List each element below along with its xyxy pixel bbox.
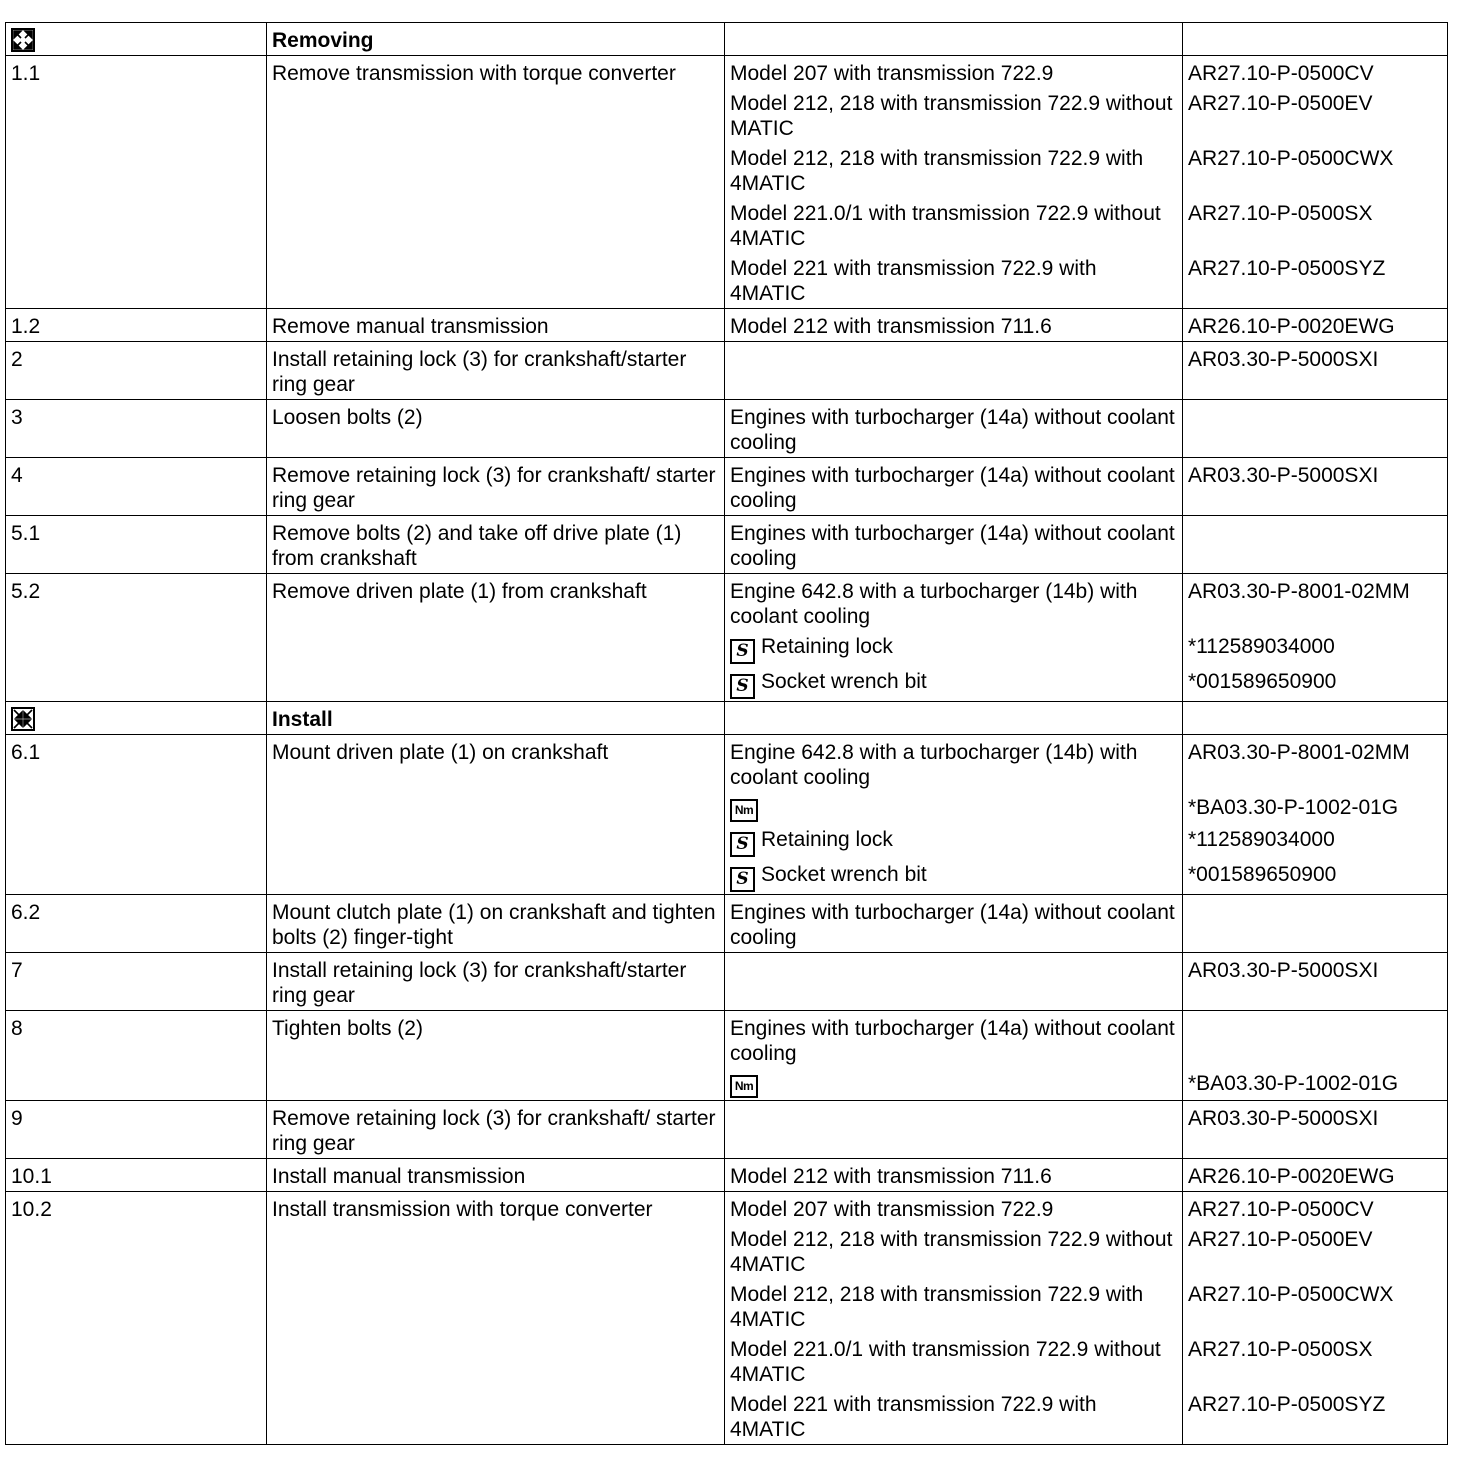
reference-cell	[1183, 400, 1448, 458]
table-row	[6, 1159, 1448, 1192]
table-row	[6, 56, 1448, 309]
condition-text: Model 221 with transmission 722.9 with 4MATIC	[730, 1393, 1097, 1441]
section-icon-cell	[6, 702, 267, 735]
torque-nm-icon: Nm	[730, 1075, 758, 1098]
table-row	[6, 309, 1448, 342]
step-action: Install transmission with torque converter	[267, 1192, 725, 1445]
table-row	[6, 895, 1448, 953]
condition-line	[730, 521, 1177, 571]
reference-link[interactable]: AR27.10-P-0500SX	[1188, 202, 1373, 225]
reference-link[interactable]: AR27.10-P-0500SX	[1188, 1338, 1373, 1361]
condition-cell	[725, 400, 1183, 458]
step-number: 6.2	[6, 895, 267, 953]
reference-link[interactable]: AR27.10-P-0500CV	[1188, 1198, 1374, 1221]
reference-link	[1188, 900, 1442, 950]
condition-text: Model 207 with transmission 722.9	[730, 62, 1054, 85]
reference-link[interactable]: AR03.30-P-5000SXI	[1188, 1107, 1379, 1130]
reference-cell	[1183, 1159, 1448, 1192]
condition-cell	[725, 309, 1183, 342]
condition-line	[730, 1106, 1177, 1131]
reference-link[interactable]: *001589650900	[1188, 863, 1337, 886]
reference-link[interactable]: AR27.10-P-0500EV	[1188, 1228, 1373, 1251]
expand-arrows-icon	[11, 28, 261, 52]
table-row	[6, 458, 1448, 516]
reference-cell	[1183, 574, 1448, 702]
condition-text: Model 212, 218 with transmission 722.9 without 4MATIC	[730, 1228, 1173, 1276]
step-action: Remove bolts (2) and take off drive plate (1) from crankshaft	[267, 516, 725, 574]
reference-link[interactable]: AR03.30-P-8001-02MM	[1188, 741, 1410, 764]
condition-text: Model 212, 218 with transmission 722.9 without MATIC	[730, 92, 1173, 140]
step-number: 5.1	[6, 516, 267, 574]
condition-text: Retaining lock	[761, 828, 893, 851]
step-number: 2	[6, 342, 267, 400]
condition-line	[730, 740, 1177, 790]
condition-text: Model 221 with transmission 722.9 with 4MATIC	[730, 257, 1097, 305]
condition-text: Engines with turbocharger (14a) without coolant cooling	[730, 1017, 1175, 1065]
procedure-table-body	[6, 23, 1448, 1445]
section-icon-cell	[6, 23, 267, 56]
reference-link[interactable]: AR27.10-P-0500SYZ	[1188, 257, 1386, 280]
procedure-table	[5, 22, 1448, 1445]
reference-link[interactable]: AR03.30-P-5000SXI	[1188, 348, 1379, 371]
reference-link[interactable]: *001589650900	[1188, 670, 1337, 693]
condition-line	[730, 634, 1177, 664]
special-tool-icon: S	[730, 639, 755, 664]
reference-link[interactable]: AR26.10-P-0020EWG	[1188, 315, 1395, 338]
condition-line	[730, 91, 1177, 141]
reference-cell	[1183, 1101, 1448, 1159]
table-row	[6, 400, 1448, 458]
condition-line	[730, 579, 1177, 629]
table-row	[6, 1101, 1448, 1159]
reference-link[interactable]: AR27.10-P-0500CWX	[1188, 147, 1394, 170]
section-header-removing	[6, 23, 1448, 56]
empty-cell	[725, 702, 1183, 735]
contract-arrows-icon	[11, 707, 261, 731]
condition-line	[730, 1227, 1177, 1277]
condition-text: Model 207 with transmission 722.9	[730, 1198, 1054, 1221]
reference-link[interactable]: AR27.10-P-0500SYZ	[1188, 1393, 1386, 1416]
step-action: Mount driven plate (1) on crankshaft	[267, 735, 725, 895]
step-number: 1.2	[6, 309, 267, 342]
table-row	[6, 953, 1448, 1011]
condition-line	[730, 347, 1177, 372]
condition-text: Engine 642.8 with a turbocharger (14b) with coolant cooling	[730, 741, 1138, 789]
condition-text: Engine 642.8 with a turbocharger (14b) with coolant cooling	[730, 580, 1138, 628]
condition-line	[730, 1337, 1177, 1387]
condition-line	[730, 827, 1177, 857]
condition-cell	[725, 895, 1183, 953]
condition-cell	[725, 1011, 1183, 1101]
condition-text: Model 212, 218 with transmission 722.9 with 4MATIC	[730, 147, 1144, 195]
condition-cell	[725, 458, 1183, 516]
empty-cell	[725, 23, 1183, 56]
table-row	[6, 1192, 1448, 1445]
step-number: 7	[6, 953, 267, 1011]
reference-link[interactable]: *112589034000	[1188, 635, 1335, 658]
condition-line	[730, 795, 1177, 822]
reference-link	[1188, 1016, 1442, 1066]
reference-link[interactable]: *112589034000	[1188, 828, 1335, 851]
condition-line	[730, 1197, 1177, 1222]
step-number: 6.1	[6, 735, 267, 895]
table-row	[6, 342, 1448, 400]
condition-line	[730, 463, 1177, 513]
condition-line	[730, 1071, 1177, 1098]
condition-line	[730, 958, 1177, 983]
reference-link[interactable]: AR27.10-P-0500CV	[1188, 62, 1374, 85]
special-tool-icon: S	[730, 867, 755, 892]
reference-link	[1188, 521, 1442, 571]
section-title: Install	[267, 702, 725, 735]
condition-cell	[725, 953, 1183, 1011]
condition-text: Engines with turbocharger (14a) without coolant cooling	[730, 901, 1175, 949]
condition-line	[730, 405, 1177, 455]
step-action: Remove manual transmission	[267, 309, 725, 342]
step-action: Loosen bolts (2)	[267, 400, 725, 458]
condition-text: Model 221.0/1 with transmission 722.9 without 4MATIC	[730, 1338, 1161, 1386]
condition-line	[730, 669, 1177, 699]
reference-cell	[1183, 516, 1448, 574]
table-row	[6, 574, 1448, 702]
empty-cell	[1183, 702, 1448, 735]
condition-line	[730, 146, 1177, 196]
condition-line	[730, 1164, 1177, 1189]
condition-line	[730, 201, 1177, 251]
reference-cell	[1183, 458, 1448, 516]
condition-text: Model 212 with transmission 711.6	[730, 1165, 1052, 1188]
step-action: Remove retaining lock (3) for crankshaft/ starter ring gear	[267, 1101, 725, 1159]
condition-cell	[725, 342, 1183, 400]
reference-link[interactable]: *BA03.30-P-1002-01G	[1188, 1072, 1399, 1095]
reference-link[interactable]: AR03.30-P-8001-02MM	[1188, 580, 1410, 603]
step-number: 4	[6, 458, 267, 516]
condition-text: Engines with turbocharger (14a) without coolant cooling	[730, 406, 1175, 454]
special-tool-icon: S	[730, 832, 755, 857]
step-number: 10.1	[6, 1159, 267, 1192]
condition-text: Retaining lock	[761, 635, 893, 658]
step-action: Install retaining lock (3) for crankshaft/starter ring gear	[267, 953, 725, 1011]
section-title: Removing	[267, 23, 725, 56]
step-number: 1.1	[6, 56, 267, 309]
condition-line	[730, 256, 1177, 306]
condition-cell	[725, 56, 1183, 309]
table-row	[6, 516, 1448, 574]
condition-text: Socket wrench bit	[761, 863, 927, 886]
condition-cell	[725, 1192, 1183, 1445]
condition-cell	[725, 1101, 1183, 1159]
reference-cell	[1183, 953, 1448, 1011]
step-action: Remove driven plate (1) from crankshaft	[267, 574, 725, 702]
condition-text: Socket wrench bit	[761, 670, 927, 693]
reference-cell	[1183, 56, 1448, 309]
condition-text: Model 212, 218 with transmission 722.9 with 4MATIC	[730, 1283, 1144, 1331]
reference-link[interactable]: AR03.30-P-5000SXI	[1188, 464, 1379, 487]
reference-link[interactable]: AR03.30-P-5000SXI	[1188, 959, 1379, 982]
special-tool-icon: S	[730, 674, 755, 699]
reference-cell	[1183, 342, 1448, 400]
condition-line	[730, 900, 1177, 950]
condition-line	[730, 1392, 1177, 1442]
reference-link[interactable]: AR27.10-P-0500EV	[1188, 92, 1373, 115]
condition-text: Engines with turbocharger (14a) without coolant cooling	[730, 522, 1175, 570]
step-action: Install manual transmission	[267, 1159, 725, 1192]
condition-cell	[725, 516, 1183, 574]
table-row	[6, 1011, 1448, 1101]
reference-link	[1188, 405, 1442, 455]
condition-text: Model 221.0/1 with transmission 722.9 without 4MATIC	[730, 202, 1161, 250]
condition-line	[730, 61, 1177, 86]
step-number: 3	[6, 400, 267, 458]
step-number: 8	[6, 1011, 267, 1101]
step-action: Tighten bolts (2)	[267, 1011, 725, 1101]
table-row	[6, 735, 1448, 895]
condition-line	[730, 1282, 1177, 1332]
step-action: Remove transmission with torque converter	[267, 56, 725, 309]
step-number: 10.2	[6, 1192, 267, 1445]
reference-cell	[1183, 895, 1448, 953]
step-number: 5.2	[6, 574, 267, 702]
condition-line	[730, 1016, 1177, 1066]
step-action: Mount clutch plate (1) on crankshaft and tighten bolts (2) finger-tight	[267, 895, 725, 953]
step-action: Install retaining lock (3) for crankshaft/starter ring gear	[267, 342, 725, 400]
empty-cell	[1183, 23, 1448, 56]
step-action: Remove retaining lock (3) for crankshaft/ starter ring gear	[267, 458, 725, 516]
condition-text: Model 212 with transmission 711.6	[730, 315, 1052, 338]
condition-cell	[725, 735, 1183, 895]
step-number: 9	[6, 1101, 267, 1159]
condition-line	[730, 862, 1177, 892]
condition-cell	[725, 1159, 1183, 1192]
reference-cell	[1183, 1011, 1448, 1101]
condition-cell	[725, 574, 1183, 702]
reference-cell	[1183, 1192, 1448, 1445]
torque-nm-icon: Nm	[730, 799, 758, 822]
section-header-install	[6, 702, 1448, 735]
condition-text: Engines with turbocharger (14a) without coolant cooling	[730, 464, 1175, 512]
reference-link[interactable]: *BA03.30-P-1002-01G	[1188, 796, 1399, 819]
condition-line	[730, 314, 1177, 339]
reference-link[interactable]: AR27.10-P-0500CWX	[1188, 1283, 1394, 1306]
reference-cell	[1183, 309, 1448, 342]
reference-cell	[1183, 735, 1448, 895]
reference-link[interactable]: AR26.10-P-0020EWG	[1188, 1165, 1395, 1188]
